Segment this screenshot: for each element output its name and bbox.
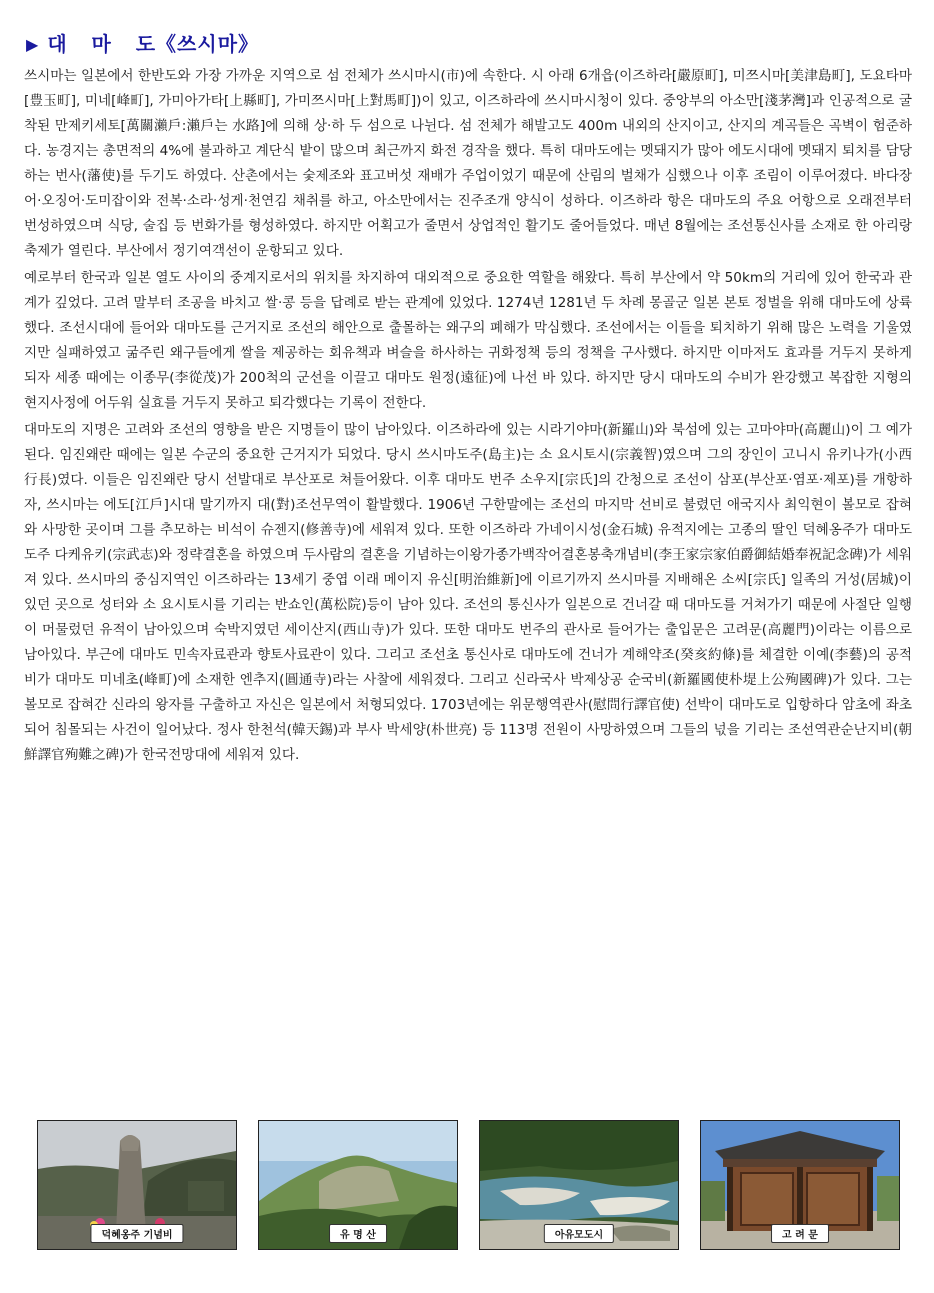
photo-memorial-stone	[37, 1120, 237, 1250]
photo-caption: 고 려 문	[771, 1224, 829, 1243]
article-body	[24, 64, 912, 770]
photo-strip	[37, 1120, 899, 1250]
photo-caption: 유 명 산	[329, 1224, 387, 1243]
paragraph-geography: 쓰시마는 일본에서 한반도와 가장 가까운 지역으로 섬 전체가 쓰시마시(市)에 속한다. 시 아래 6개읍(이즈하라[嚴原町], 미쯔시마[美津島町], 도요타마[豊玉町], 미네[峰町], 가미아가타[上縣町], 가미쯔시마[上對馬町])이 있고, 이즈하라에 쓰시마시청이 있다. 중앙부의 아소만[淺茅灣]과 인공적으로 굴착된 만제키세토[萬關瀨戶:瀨戶는 水路]에 의해 상·하 두 섬으로 나뉜다. 섬 전체가 해발고도 400m 내외의 산지이고, 산지의 계곡들은 곡벽이 험준하다. 농경지는 총면적의 4%에 불과하고 계단식 밭이 많으며 최근까지 화전 경작을 했다. 특히 대마도에는 멧돼지가 많아 에도시대에 멧돼지 퇴치를 담당하는 번사(藩使)를 두기도 하였다. 산촌에서는 숯제조와 표고버섯 재배가 주업이었기 때문에 산림의 벌채가 심했으나 이후 조림이 이루어졌다. 바다장어·오징어·도미잡이와 전복·소라·성게·천연김 채취를 하고, 아소만에서는 진주조개 양식이 성하다. 이즈하라 항은 대마도의 주요 어항으로 오래전부터 번성하였으며 식당, 술집 등 번화가를 형성하였다. 하지만 어획고가 줄면서 상업적인 활기도 줄어들었다. 매년 8월에는 조선통신사를 소재로 한 아리랑 축제가 열린다. 부산에서 정기여객선이 운항되고 있다.	[24, 68, 912, 259]
photo-caption: 덕혜옹주 기념비	[90, 1224, 183, 1243]
photo-river	[479, 1120, 679, 1250]
paragraph-history: 예로부터 한국과 일본 열도 사이의 중계지로서의 위치를 차지하여 대외적으로 중요한 역할을 해왔다. 특히 부산에서 약 50km의 거리에 있어 한국과 관계가 깊었다. 고려 말부터 조공을 바치고 쌀·콩 등을 답례로 받는 관계에 있었다. 1274년 1281년 두 차례 몽골군 일본 본토 정벌을 위해 대마도에 상륙했다. 조선시대에 들어와 대마도를 근거지로 조선의 해안으로 출몰하는 왜구의 폐해가 막심했다. 조선에서는 이들을 퇴치하기 위해 많은 노력을 기울였지만 실패하였고 굶주린 왜구들에게 쌀을 제공하는 회유책과 벼슬을 하사하는 귀화정책 등의 정책을 구사했다. 하지만 이마저도 효과를 거두지 못하게되자 세종 때에는 이종무(李從茂)가 200척의 군선을 이끌고 대마도 원정(遠征)에 나선 바 있다. 하지만 당시 대마도의 수비가 완강했고 복잡한 지형의 현지사정에 어두워 실효를 거두지 못하고 퇴각했다는 기록이 전한다.	[24, 270, 912, 411]
photo-mountain	[258, 1120, 458, 1250]
page-title	[26, 28, 259, 57]
paragraph-place-names: 대마도의 지명은 고려와 조선의 영향을 받은 지명들이 많이 남아있다. 이즈하라에 있는 시라기야마(新羅山)와 북섬에 있는 고마야마(高麗山)이 그 예가 된다. 임진왜란 때에는 일본 수군의 중요한 근거지가 되었다. 당시 쓰시마도주(島主)는 소 요시토시(宗義智)였으며 그의 장인이 고니시 유키나가(小西行長)였다. 이들은 임진왜란 당시 선발대로 부산포로 쳐들어왔다. 이후 대마도 번주 소우지[宗氏]의 간청으로 조선이 삼포(부산포·염포·제포)를 개항하자, 쓰시마는 에도[江戶]시대 말기까지 대(對)조선무역이 활발했다. 1906년 구한말에는 조선의 마지막 선비로 불렸던 애국지사 최익현이 볼모로 잡혀와 사망한 곳이며 그를 추모하는 비석이 슈젠지(修善寺)에 세워져 있다. 또한 이즈하라 가네이시성(金石城) 유적지에는 고종의 딸인 덕혜옹주가 대마도 도주 다케유키(宗武志)와 정략결혼을 하였으며 두사람의 결혼을 기념하는이왕가종가백작어결혼봉축개념비(李王家宗家伯爵御結婚奉祝記念碑)가 세워져 있다. 쓰시마의 중심지역인 이즈하라는 13세기 중엽 이래 메이지 유신[明治維新]에 이르기까지 쓰시마를 지배해온 소씨[宗氏] 일족의 거성(居城)이 있던 곳으로 성터와 소 요시토시를 기리는 반쇼인(萬松院)등이 남아 있다. 조선의 통신사가 일본으로 건너갈 때 대마도를 거쳐가기 때문에 사절단 일행이 머물렀던 유적이 남아있으며 숙박지였던 세이산지(西山寺)가 있다. 또한 대마도 번주의 관사로 들어가는 출입문은 고려문(高麗門)이라는 이름으로 남아있다. 부근에 대마도 민속자료관과 향토사료관이 있다. 그리고 조선초 통신사로 대마도에 건너가 계해약조(癸亥約條)를 체결한 이예(李藝)의 공적비가 대마도 미네초(峰町)에 소재한 엔추지(圓通寺)라는 사찰에 세워졌다. 그리고 신라국사 박제상공 순국비(新羅國使朴堤上公殉國碑)가 있다. 그는 볼모로 잡혀간 신라의 왕자를 구출하고 자신은 일본에서 처형되었다. 1703년에는 위문행역관사(慰問行譯官使) 선박이 대마도로 입항하다 암초에 좌초되어 침몰되는 사건이 일어났다. 정사 한천석(韓天錫)과 부사 박세양(朴世亮) 등 113명 전원이 사망하였으며 그들의 넋을 기리는 조선역관순난지비(朝鮮譯官殉難之碑)가 한국전망대에 세워져 있다.	[24, 422, 912, 763]
triangle-bullet-icon: ▶	[26, 35, 40, 54]
photo-caption: 아유모도시	[544, 1224, 614, 1243]
page-title-text: 대 마 도《쓰시마》	[47, 32, 260, 56]
photo-gate	[700, 1120, 900, 1250]
